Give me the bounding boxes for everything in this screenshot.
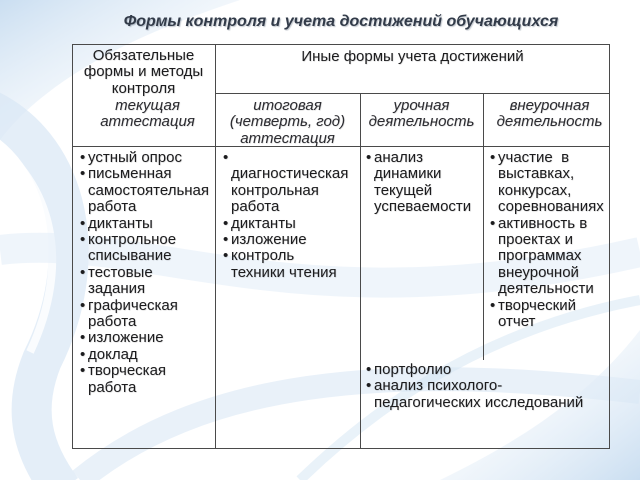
table-divider: [215, 93, 610, 94]
extracurricular-activity-subheader: внеурочная деятельность: [496, 97, 603, 131]
list-item: • устный опрос: [88, 150, 209, 166]
current-assessment-subheader: текущая аттестация: [100, 97, 195, 131]
final-assessment-list: [231, 150, 348, 281]
list-item: • анализ психолого- педагогических исследований: [374, 378, 583, 411]
lesson-activity-subheader: урочная деятельность: [368, 97, 475, 131]
other-forms-header: Иные формы учета достижений: [301, 48, 524, 65]
list-item: • диктанты: [231, 216, 348, 232]
table-divider: [483, 93, 484, 360]
list-item: • творческая работа: [88, 363, 209, 396]
list-item: • письменная самостоятельная работа: [88, 166, 209, 215]
list-item: • диктанты: [88, 216, 209, 232]
list-item: • доклад: [88, 347, 209, 363]
lesson-activity-list: [374, 150, 471, 216]
list-item: • контроль техники чтения: [231, 248, 348, 281]
mandatory-forms-header: Обязательные формы и методы контроля: [83, 47, 204, 97]
list-item: • творческий отчет: [498, 298, 604, 331]
list-item: • графическая работа: [88, 298, 209, 331]
list-item: • тестовые задания: [88, 265, 209, 298]
list-item: • изложение: [88, 330, 209, 346]
final-assessment-subheader: итоговая (четверть, год) аттестация: [229, 97, 346, 147]
shared-activity-list: [374, 362, 583, 411]
list-item: • участие в выставках, конкурсах, соревнованиях: [498, 150, 604, 216]
list-item: • диагностическая контрольная работа: [231, 150, 348, 216]
extracurricular-activity-list: [498, 150, 604, 330]
list-item: • изложение: [231, 232, 348, 248]
current-assessment-list: [88, 150, 209, 396]
slide-title: Формы контроля и учета достижений обучающихся: [123, 13, 559, 30]
table-border-top: [72, 44, 610, 45]
list-item: • портфолио: [374, 362, 583, 378]
list-item: • контрольное списывание: [88, 232, 209, 265]
list-item: • анализ динамики текущей успеваемости: [374, 150, 471, 216]
table-border-bottom: [72, 448, 610, 449]
list-item: • активность в проектах и программах внеурочной деятельности: [498, 216, 604, 298]
table-divider: [360, 93, 361, 449]
